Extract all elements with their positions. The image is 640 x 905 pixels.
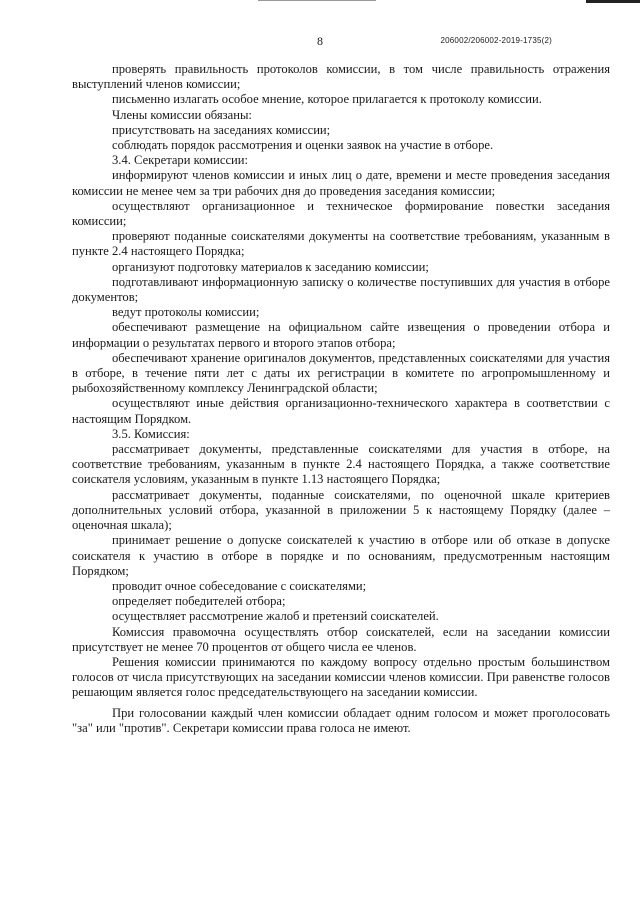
paragraph: обеспечивают хранение оригиналов документов, представленных соискателями для участия в отборе, в течение пяти лет с даты их регистрации в комитете по агропромышленному и рыбохозяйственному комплексу Ленинградской области;	[72, 350, 610, 396]
paragraph: Решения комиссии принимаются по каждому вопросу отдельно простым большинством голосов от числа присутствующих на заседании комиссии членов комиссии. При равенстве голосов решающим является голос председательствующего на заседании комиссии.	[72, 654, 610, 700]
paragraph: осуществляют иные действия организационно-технического характера в соответствии с настоящим Порядком.	[72, 396, 610, 426]
paragraph: соблюдать порядок рассмотрения и оценки заявок на участие в отборе.	[112, 138, 494, 153]
paragraph: осуществляют организационное и техническое формирование повестки заседания комиссии;	[72, 198, 610, 229]
paragraph: определяет победителей отбора;	[112, 594, 286, 609]
page-number: 8	[317, 34, 323, 48]
document-id: 206002/206002-2019-1735(2)	[440, 36, 552, 45]
paragraph: письменно излагать особое мнение, которое прилагается к протоколу комиссии.	[112, 92, 542, 107]
paragraph: организуют подготовку материалов к заседанию комиссии;	[112, 259, 429, 274]
paragraph: обеспечивают размещение на официальном сайте извещения о проведении отбора и информации о результатах первого и второго этапов отбора;	[72, 320, 610, 350]
paragraph: проверяют поданные соискателями документы на соответствие требованиям, указанным в пункте 2.4 настоящего Порядка;	[72, 229, 610, 259]
document-body	[72, 62, 610, 736]
paragraph: присутствовать на заседаниях комиссии;	[112, 122, 331, 137]
paragraph: При голосовании каждый член комиссии обладает одним голосом и может проголосовать "за" или "против". Секретари комиссии права голоса не имеют.	[72, 705, 610, 735]
paragraph: информируют членов комиссии и иных лиц о дате, времени и месте проведения заседания комиссии не менее чем за три рабочих дня до проведения заседания комиссии;	[72, 168, 610, 198]
section-heading: 3.4. Секретари комиссии:	[112, 153, 249, 168]
paragraph: Комиссия правомочна осуществлять отбор соискателей, если на заседании комиссии присутствует не менее 70 процентов от общего числа ее членов.	[72, 624, 610, 654]
paragraph: рассматривает документы, поданные соискателями, по оценочной шкале критериев дополнительных условий отбора, указанной в приложении 5 к настоящему Порядку (далее – оценочная шкала);	[72, 487, 610, 533]
paragraph: проводит очное собеседование с соискателями;	[112, 578, 367, 593]
paragraph: проверять правильность протоколов комиссии, в том числе правильность отражения выступлений членов комиссии;	[72, 62, 610, 92]
paragraph: осуществляет рассмотрение жалоб и претензий соискателей.	[112, 609, 439, 624]
section-heading: 3.5. Комиссия:	[112, 426, 190, 441]
paragraph: рассматривает документы, представленные соискателями для участия в отборе, на соответствие требованиям, указанным в пункте 2.4 настоящего Порядка, а также соответствие соискателя условиям, указанным в пункте 1.13 настоящего Порядка;	[72, 442, 610, 487]
scan-edge-mark-right	[586, 0, 640, 3]
paragraph: ведут протоколы комиссии;	[112, 305, 260, 320]
scan-edge-mark-left	[258, 0, 376, 1]
paragraph: подготавливают информационную записку о количестве поступивших для участия в отборе документов;	[72, 274, 610, 305]
paragraph: принимает решение о допуске соискателей к участию в отборе или об отказе в допуске соискателя к участию в отборе в порядке и по основаниям, предусмотренным настоящим Порядком;	[72, 533, 610, 578]
paragraph: Члены комиссии обязаны:	[112, 107, 252, 122]
